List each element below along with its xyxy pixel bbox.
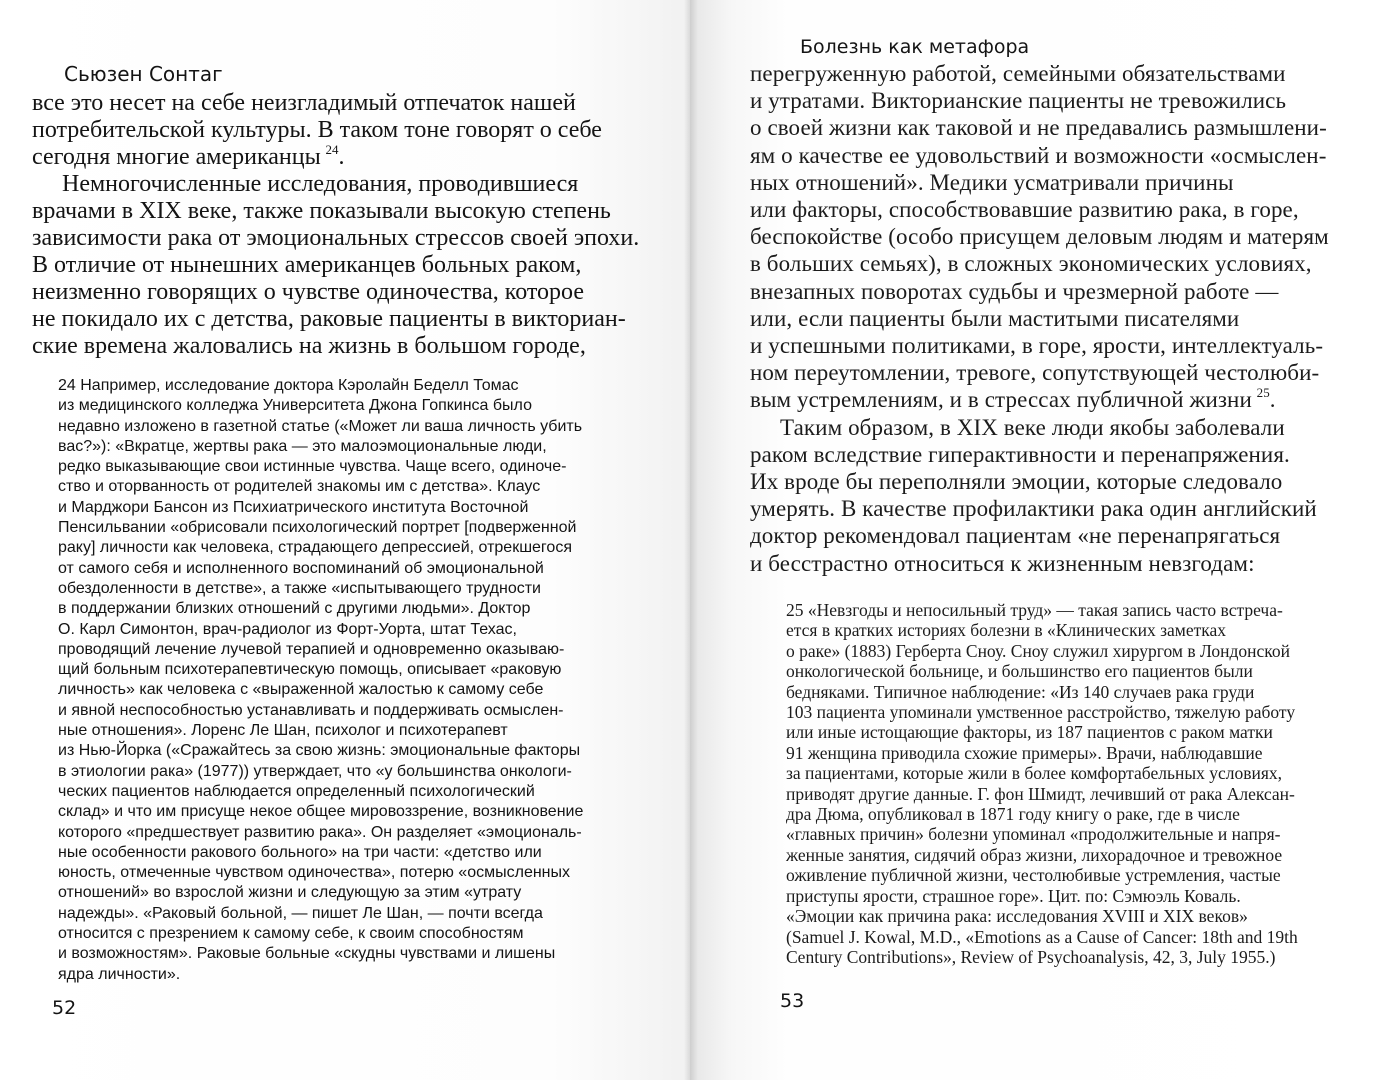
- footnote-line: недавно изложено в газетной статье («Может ли ваша личность убить: [58, 417, 583, 435]
- body-line: и утратами. Викторианские пациенты не тревожились: [750, 88, 1287, 114]
- footnote-line: приступы ярости, страшное горе». Цит. по: Сэмюэль Коваль.: [786, 885, 1241, 906]
- footnote-line: в поддержании близких отношений с другими людьми». Доктор: [58, 600, 531, 618]
- left-page: [0, 0, 690, 1080]
- body-line: потребительской культуры. В таком тоне говорят о себе: [32, 117, 602, 143]
- body-line: зависимости рака от эмоциональных стрессов своей эпохи.: [32, 225, 640, 251]
- footnote-line: ческих пациентов наблюдается определенный психологический: [58, 782, 535, 800]
- footnote-line: раку] личности как человека, страдающего депрессией, отрекшегося: [58, 539, 572, 557]
- footnote-line: ные особенности ракового больного» на три части: «детство или: [58, 843, 542, 861]
- right-page: [690, 0, 1395, 1080]
- footnote-line: 24 Например, исследование доктора Кэролайн Беделл Томас: [58, 377, 519, 394]
- footnote-line: 25 «Невзгоды и непосильный труд» — такая запись часто встреча-: [786, 600, 1283, 620]
- footnote-line: склад» и что им присуще некое общее мировоззрение, возникновение: [58, 803, 584, 821]
- left-body-text: [32, 90, 640, 360]
- footnote-ref-24: 24: [325, 142, 339, 157]
- body-line: ных отношений». Медики усматривали причины: [750, 169, 1234, 195]
- body-line: раком вследствие гиперактивности и перенапряжения.: [750, 441, 1290, 467]
- footnote-line: относится с презрением к самому себе, к своим способностям: [58, 925, 524, 943]
- running-head-title: Болезнь как метафора: [800, 36, 1030, 58]
- footnote-line: надежды». «Раковый больной, — пишет Ле Шан, — почти всегда: [58, 904, 543, 922]
- body-line-with-note: сегодня многие американцы $^{24}$.: [32, 142, 345, 170]
- body-line: все это несет на себе неизгладимый отпечаток нашей: [32, 90, 576, 116]
- footnote-line: бедняками. Типичное наблюдение: «Из 140 случаев рака груди: [786, 681, 1255, 702]
- footnote-line: в этиологии рака» (1977)) утверждает, что «у большинства онкологи-: [58, 762, 572, 780]
- footnote-line: 91 женщина приводила схожие примеры». Врачи, наблюдавшие: [786, 742, 1263, 763]
- body-line: ям о качестве ее удовольствий и возможности «осмыслен-: [750, 142, 1327, 168]
- body-line-with-note: вым устремлениям, и в стрессах публичной жизни $^{25}$.: [750, 385, 1276, 413]
- footnote-line: о раке» (1883) Герберта Сноу. Сноу служил хирургом в Лондонской: [786, 640, 1291, 661]
- footnote-line: женные занятия, сидячий образ жизни, лихорадочное и тревожное: [786, 844, 1283, 865]
- footnote-line: редко выказывающие свои истинные чувства. Чаще всего, одиноче-: [58, 458, 567, 476]
- footnote-ref-25: 25: [1256, 385, 1270, 401]
- body-line-text: сегодня многие американцы: [32, 144, 321, 170]
- footnote-line: личность» как человека с «выраженной жалостью к самому себе: [58, 681, 544, 699]
- footnote-line: и Марджори Бансон из Психиатрического института Восточной: [58, 498, 529, 516]
- body-line: ские времена жаловались на жизнь в большом городе,: [32, 333, 586, 359]
- body-line: неизменно говорящих о чувстве одиночества, которое: [32, 279, 584, 305]
- body-line: В отличие от нынешних американцев больных раком,: [32, 252, 582, 278]
- body-line: и успешными политиками, в горе, ярости, интеллектуаль-: [750, 333, 1324, 359]
- book-gutter-shadow: [684, 0, 698, 1080]
- footnote-line: Пенсильвании «обрисовали психологический портрет [подверженной: [58, 519, 577, 537]
- footnote-line: которого «предшествует развитию рака». Он разделяет «эмоциональ-: [58, 823, 582, 841]
- footnote-line: ные отношения». Лоренс Ле Шан, психолог и психотерапевт: [58, 722, 508, 740]
- body-line: или факторы, способствовавшие развитию рака, в горе,: [750, 197, 1299, 223]
- footnote-line: щий больным психотерапевтическую помощь, описывает «раковую: [58, 661, 562, 679]
- footnote-line: или иные истощающие факторы, из 187 пациентов с раком матки: [786, 722, 1273, 743]
- body-line: Таким образом, в XIX веке люди якобы заболевали: [780, 414, 1285, 440]
- body-line: в больших семьях), в сложных экономических условиях,: [750, 251, 1312, 277]
- body-line: внезапных поворотах судьбы и чрезмерной работе —: [750, 278, 1279, 304]
- footnote-line: обездоленности в детстве», а также «испытывающего трудности: [58, 579, 541, 597]
- footnote-line: вас?»): «Вкратце, жертвы рака — это малоэмоциональные люди,: [58, 437, 547, 455]
- body-line: доктор рекомендовал пациентам «не перенапрягаться: [750, 523, 1281, 549]
- footnote-line: оживление публичной жизни, честолюбивые устремления, частые: [786, 865, 1281, 886]
- body-line: Их вроде бы переполняли эмоции, которые следовало: [750, 469, 1283, 495]
- right-body-text: [750, 60, 1382, 577]
- page-number: 53: [780, 990, 805, 1012]
- footnote-line: онкологической больнице, и большинство его пациентов были: [786, 661, 1253, 682]
- body-line: о своей жизни как таковой и не предавались размышлени-: [750, 115, 1327, 141]
- body-line: или, если пациенты были маститыми писателями: [750, 305, 1240, 331]
- footnote-24: [58, 376, 618, 985]
- footnote-line: ство и оторванность от родителей знакомы им с детства». Клаус: [58, 478, 541, 496]
- body-line: Немногочисленные исследования, проводившиеся: [62, 171, 579, 197]
- body-line: перегруженную работой, семейными обязательствами: [750, 61, 1286, 86]
- body-line: беспокойстве (особо присущем деловым людям и матерям: [750, 224, 1329, 250]
- footnote-line: из Нью-Йорка («Сражайтесь за свою жизнь: эмоциональные факторы: [58, 742, 581, 760]
- body-line: ном переутомлении, тревоге, сопутствующей честолюби-: [750, 360, 1320, 386]
- footnote-line: приводят другие данные. Г. фон Шмидт, лечивший от рака Алексан-: [786, 783, 1295, 804]
- footnote-line: 103 пациента упоминали умственное расстройство, тяжелую работу: [786, 702, 1296, 723]
- footnote-line: отношений» во взрослой жизни и следующую за этим «утрату: [58, 884, 522, 902]
- footnote-line: из медицинского колледжа Университета Джона Гопкинса было: [58, 397, 532, 415]
- footnote-line: (Samuel J. Kowal, M.D., «Emotions as a Cause of Cancer: 18th and 19th: [786, 926, 1298, 947]
- footnote-line: «Эмоции как причина рака: исследования XVIII и XIX веков»: [786, 906, 1248, 927]
- footnote-25: [786, 600, 1366, 967]
- footnote-line: проводящий лечение лучевой терапией и одновременно оказываю-: [58, 640, 565, 658]
- footnote-line: от самого себя и исполненного воспоминаний об эмоциональной: [58, 559, 544, 577]
- body-line: и бесстрастно относиться к жизненным невзгодам:: [750, 550, 1255, 576]
- footnote-line: и явной неспособностью устанавливать и поддерживать осмыслен-: [58, 701, 564, 719]
- footnote-line: за пациентами, которые жили в более комфортабельных условиях,: [786, 763, 1282, 784]
- body-line: врачами в XIX веке, также показывали высокую степень: [32, 198, 611, 224]
- footnote-line: «главных причин» болезни упоминал «продолжительные и напря-: [786, 824, 1281, 845]
- footnote-line: Century Contributions», Review of Psychoanalysis, 42, 3, July 1955.): [786, 946, 1276, 967]
- running-head-author: Сьюзен Сонтаг: [64, 62, 223, 86]
- footnote-line: О. Карл Симонтон, врач-радиолог из Форт-Уорта, штат Техас,: [58, 620, 517, 638]
- footnote-line: юность, отмеченные чувством одиночества», потерю «осмысленных: [58, 864, 571, 882]
- body-line-text: вым устремлениям, и в стрессах публичной жизни: [750, 387, 1252, 413]
- footnote-line: и возможностям». Раковые больные «скудны чувствами и лишены: [58, 945, 556, 963]
- footnote-line: дра Дюма, опубликовал в 1871 году книгу о раке, где в числе: [786, 804, 1240, 825]
- body-line: не покидало их с детства, раковые пациенты в викториан-: [32, 306, 626, 332]
- body-line: умерять. В качестве профилактики рака один английский: [750, 496, 1317, 522]
- footnote-line: ется в кратких историях болезни в «Клинических заметках: [786, 620, 1226, 641]
- page-number: 52: [52, 997, 77, 1019]
- footnote-line: ядра личности».: [58, 965, 181, 983]
